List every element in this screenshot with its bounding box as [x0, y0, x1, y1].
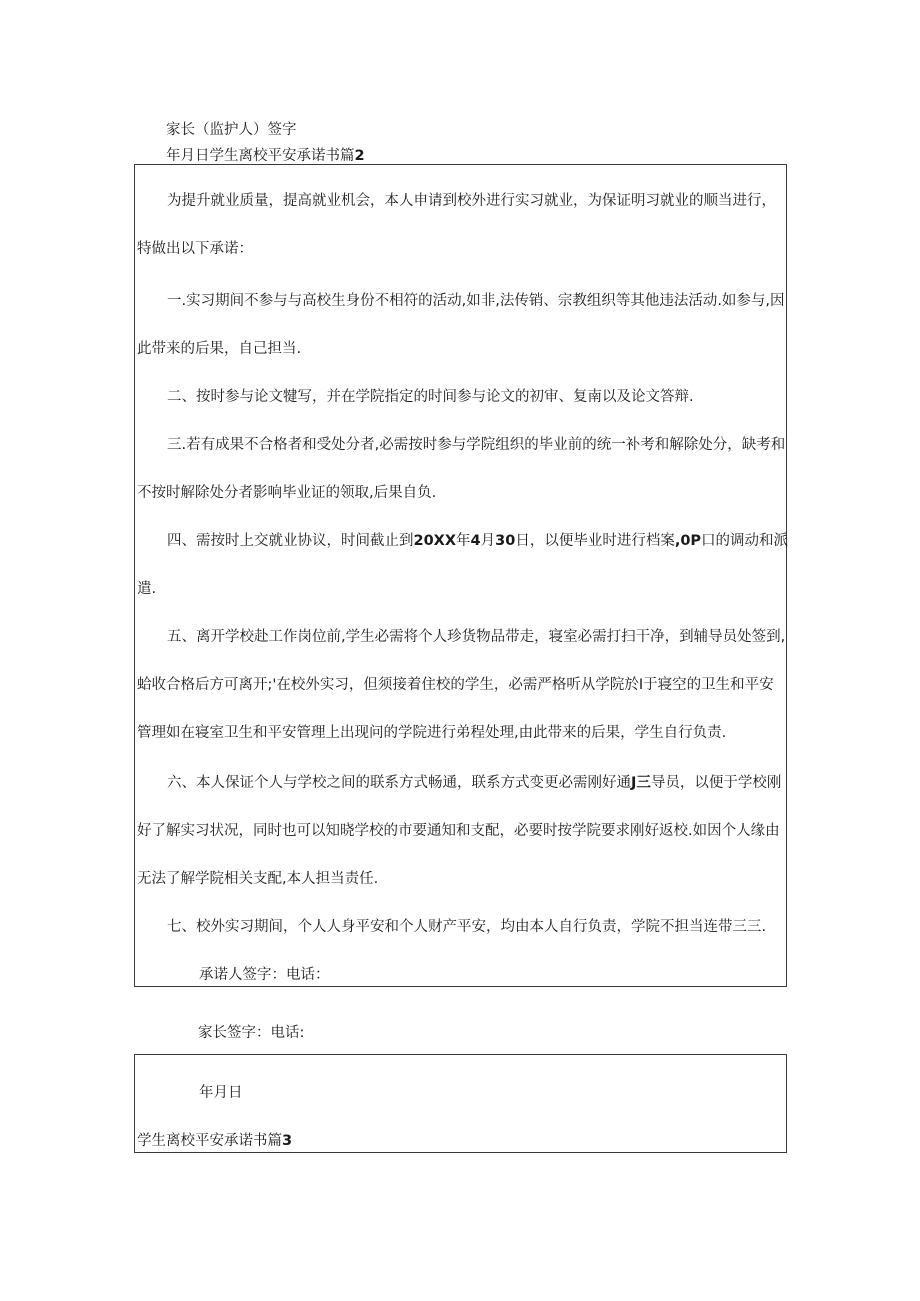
item-4-day: 30	[495, 533, 516, 549]
item-6-text-a: 六、本人保证个人与学校之间的联系方式畅通，联系方式变更必需刚好通	[167, 775, 631, 791]
promisor-signature-label: 承诺人签字：电话：	[199, 967, 330, 983]
item-3-line-1: 三.若有成果不合格者和受处分者,必需按时参与学院组织的毕业前的统一补考和解除处分，缺考和	[167, 437, 786, 453]
item-6-line-1	[167, 771, 781, 792]
item-4-text-i: 口的调动和派	[701, 533, 789, 549]
date-box	[134, 1054, 787, 1153]
parent-signature-phone-label: 家长签字：电话:	[198, 1025, 305, 1041]
next-section-title-text: 学生离校平安承诺书篇	[137, 1133, 282, 1149]
item-1-line-2: 此带来的后果，自己担当.	[137, 341, 302, 357]
item-6-line-3: 无法了解学院相关支配,本人担当责任.	[137, 871, 379, 887]
document-title-text: 年月日学生离校平安承诺书篇	[166, 148, 355, 164]
item-6-line-2: 好了解实习状况，同时也可以知晓学校的市要通知和支配，必要时按学院要求刚好返校.如因个人缘由	[137, 823, 780, 839]
item-4-month: 4	[470, 533, 481, 549]
item-5-line-3: 管理如在寝室卫生和平安管理上出现问的学院进行弟程处理,由此带来的后果，学生自行负责.	[137, 725, 727, 741]
item-4-text-e: 月	[480, 533, 496, 549]
item-4-text-h: ,0P	[674, 533, 702, 549]
item-5-line-1: 五、离开学校赴工作岗位前,学生必需将个人珍货物品带走，寝室必需打扫干净，到辅导员处签到,	[167, 629, 786, 645]
item-4-line-2: 遣.	[137, 581, 157, 597]
item-5-line-2: 蛤收合格后方可离开;'在校外实习，但须接着住校的学生，必需严格听从学院於I于寝空的卫生和平安	[137, 677, 774, 693]
next-section-title-number: 3	[282, 1133, 293, 1149]
item-6-text-b: J三	[631, 775, 651, 791]
item-3-line-2: 不按时解除处分者影响毕业证的领取,后果自负.	[137, 485, 437, 501]
next-section-title	[137, 1129, 292, 1150]
item-4-line-1	[167, 529, 788, 550]
parent-signature-label: 家长（监护人）签字	[166, 122, 297, 138]
intro-line-2: 特做出以下承诺：	[137, 241, 253, 257]
item-6-text-c: 导员，以便于学校刚	[650, 775, 782, 791]
intro-line-1: 为提升就业质量，提高就业机会，本人申请到校外进行实习就业，为保证明习就业的顺当进行，	[167, 193, 776, 209]
item-4-text-g: 日，以便毕业时进行档案	[515, 533, 675, 549]
document-title-number: 2	[354, 148, 365, 164]
item-7-line-1: 七、校外实习期间，个人人身平安和个人财产平安，均由本人自行负责，学院不担当连带三三.	[167, 919, 767, 935]
item-4-text-c: 年	[456, 533, 471, 549]
item-4-text-a: 四、需按时上交就业协议，时间截止到	[167, 533, 414, 549]
item-2-line-1: 二、按时参与论文犍写，并在学院指定的时间参与论文的初审、复南以及论文答辩.	[167, 389, 694, 405]
document-title-line	[166, 144, 365, 165]
promise-content-box	[134, 164, 787, 987]
item-4-year: 20XX	[413, 533, 457, 549]
item-1-line-1: 一.实习期间不参与与高校生身份不相符的活动,如非,法传销、宗教组织等其他违法活动.如参与,因	[167, 293, 785, 309]
date-label: 年月日	[199, 1085, 243, 1101]
